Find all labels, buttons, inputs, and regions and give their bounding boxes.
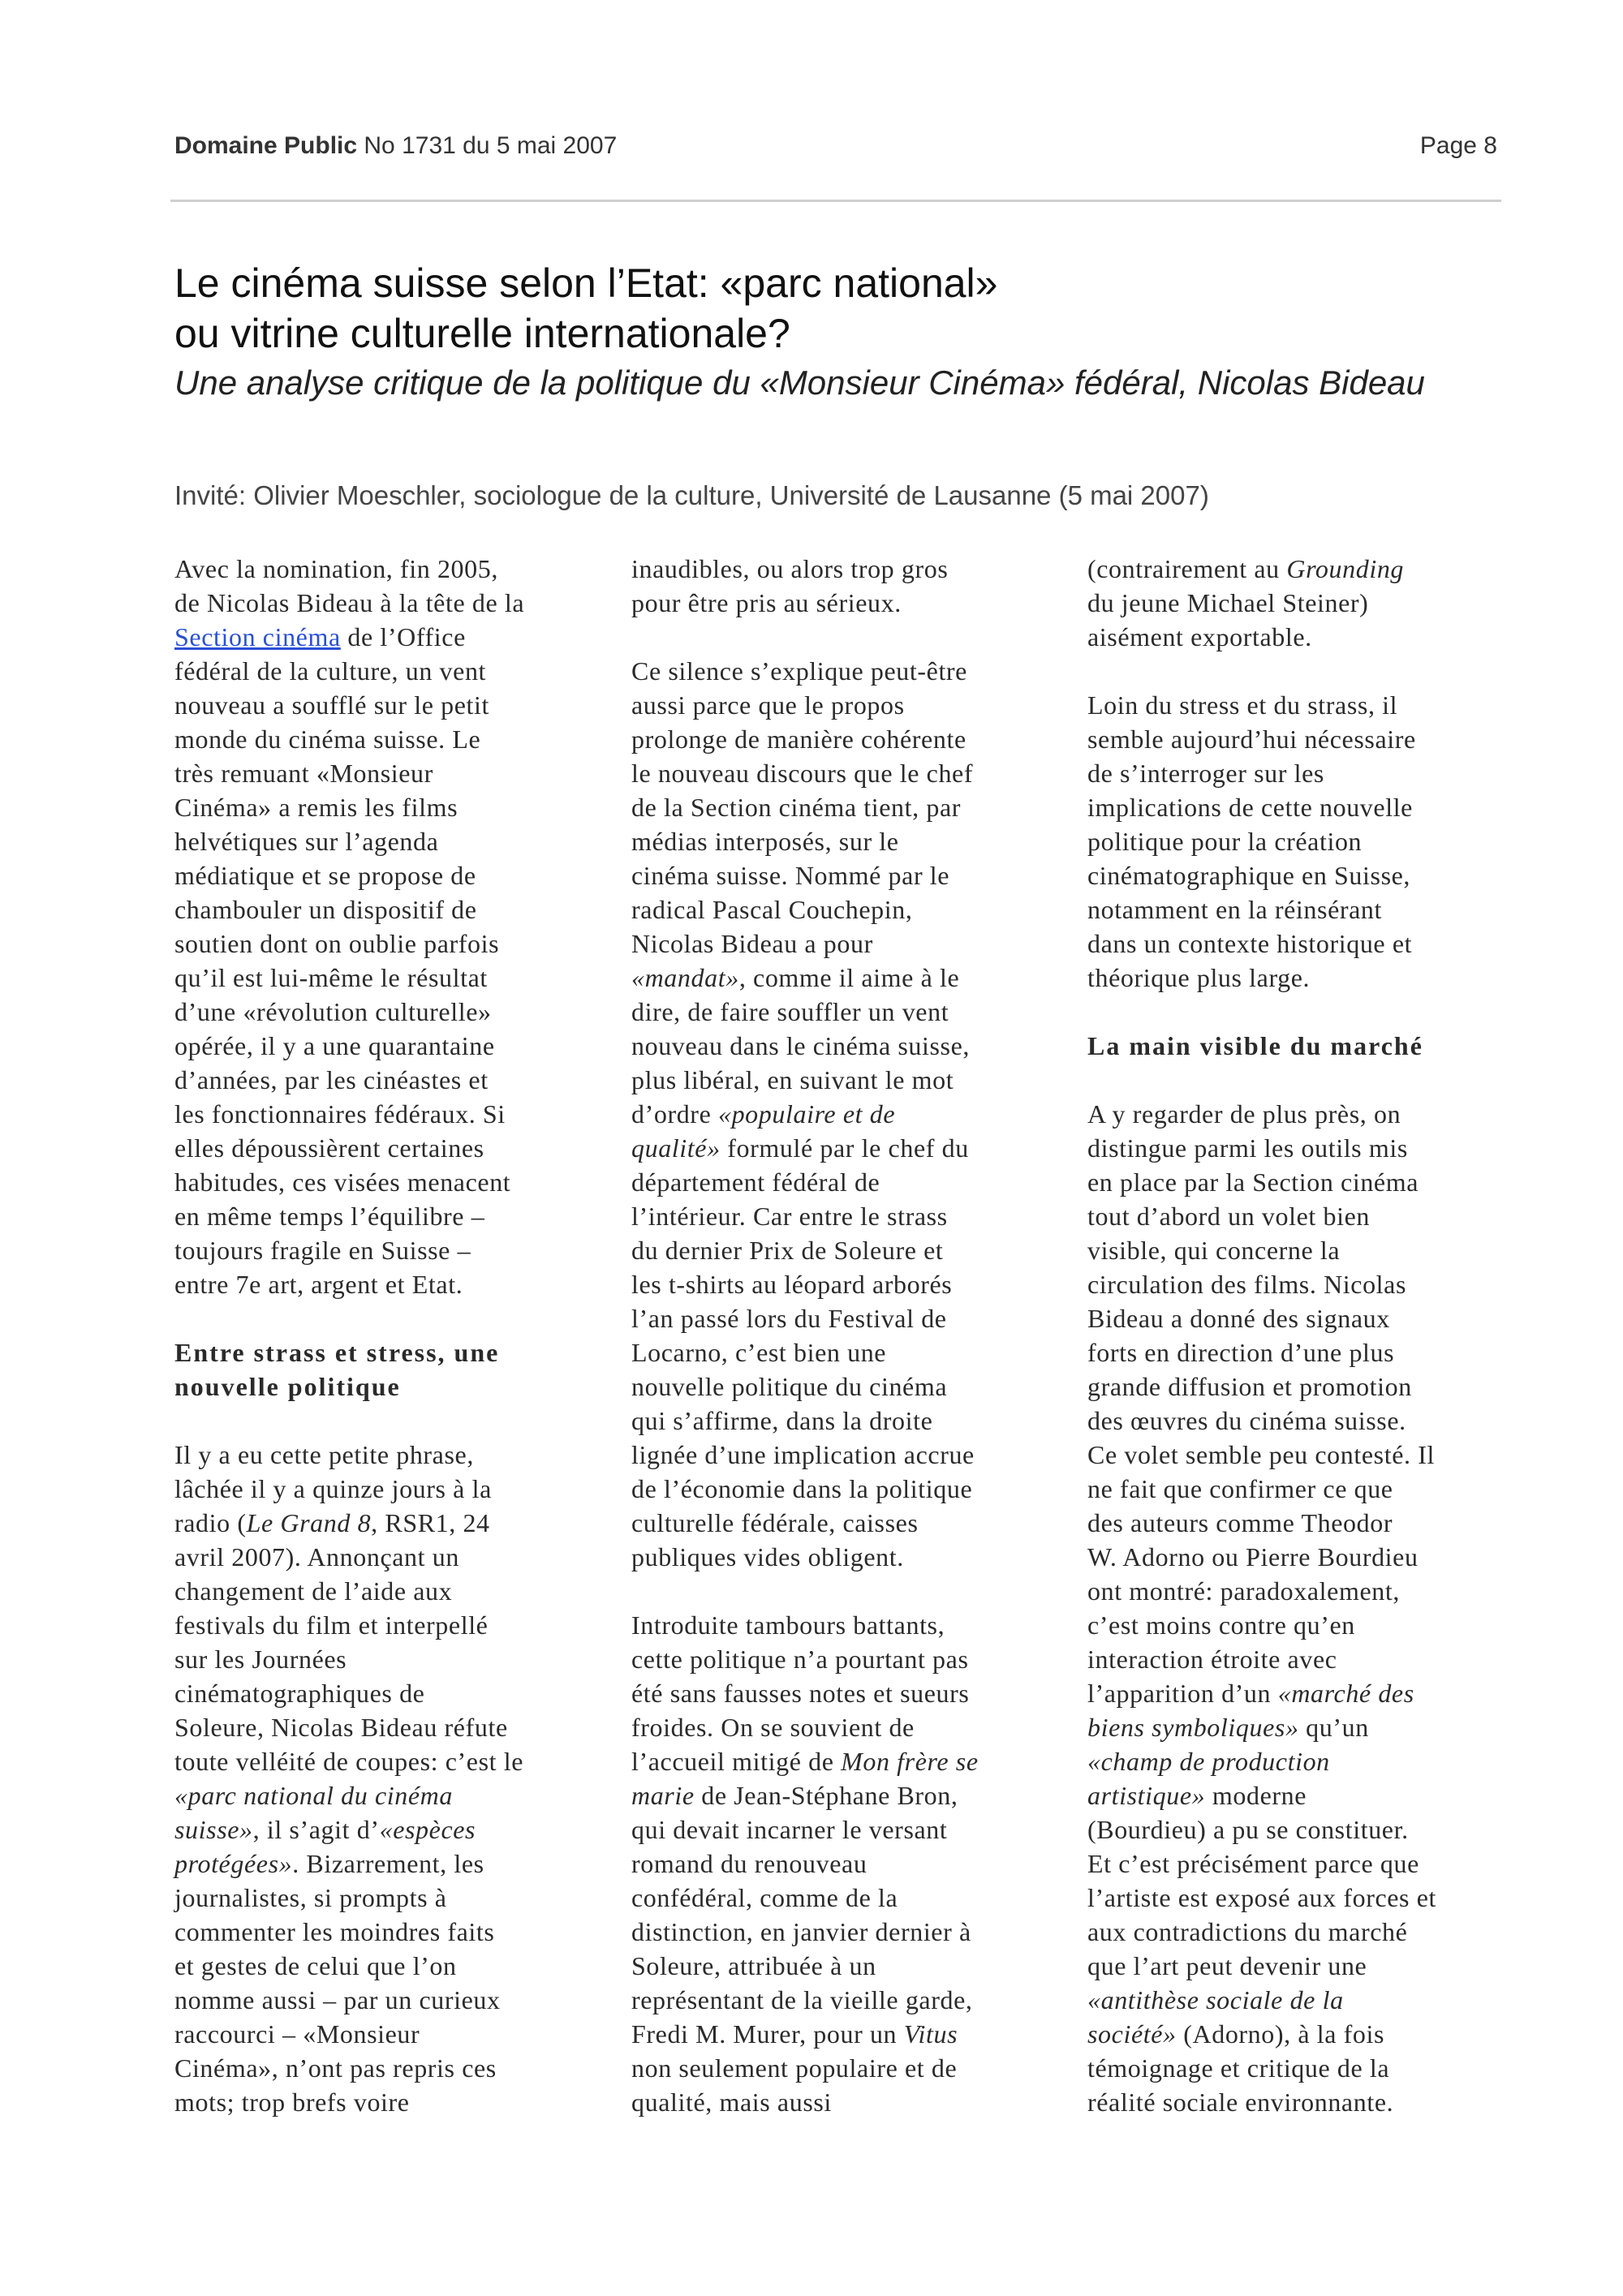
italic-fragment: protégées» [174,1849,293,1878]
text-line: et gestes de celui que l’on [174,1951,457,1980]
italic-fragment: «populaire et de [717,1099,896,1129]
text-line: dans un contexte historique et [1087,929,1413,958]
text-line: témoignage et critique de la [1087,2053,1390,2083]
text-line: qualité, mais aussi [631,2087,832,2117]
text-line: très remuant «Monsieur [174,759,433,788]
text-line: qui devait incarner le versant [631,1815,948,1844]
text-fragment: formulé par le chef du [720,1133,969,1163]
paragraph [1087,1097,1518,2119]
text-line: helvétiques sur l’agenda [174,827,439,856]
text-line: aux contradictions du marché [1087,1917,1408,1946]
text-line: culturelle fédérale, caisses [631,1508,919,1537]
text-line: aisément exportable. [1087,622,1312,651]
text-line: ne fait que confirmer ce que [1087,1474,1393,1503]
article-column-3 [1087,552,1518,2119]
text-line: Ce silence s’explique peut-être [631,656,967,686]
text-line: du dernier Prix de Soleure et [631,1236,944,1265]
text-line: Avec la nomination, fin 2005, [174,554,498,583]
text-line: théorique plus large. [1087,963,1311,992]
text-line [1087,2017,1518,2051]
text-line: chambouler un dispositif de [174,895,477,924]
text-line: grande diffusion et promotion [1087,1372,1412,1401]
text-line: «parc national du cinéma [174,1781,453,1810]
text-line: semble aujourd’hui nécessaire [1087,724,1416,754]
text-line: Bideau a donné des signaux [1087,1304,1390,1333]
text-line: Nicolas Bideau a pour [631,929,873,958]
paragraph [1087,688,1518,995]
italic-fragment: «espèces [379,1815,476,1844]
text-line: Loin du stress et du strass, il [1087,690,1398,720]
text-line: lâchée il y a quinze jours à la [174,1474,492,1503]
italic-fragment: biens symboliques» [1087,1713,1299,1742]
text-line: «antithèse sociale de la [1087,1985,1344,2014]
text-line: implications de cette nouvelle [1087,793,1413,822]
text-line: interaction étroite avec [1087,1645,1337,1674]
text-line: des œuvres du cinéma suisse. [1087,1406,1406,1435]
text-fragment: , comme il aime à le [738,963,960,992]
paragraph [631,654,1053,1574]
text-line: «champ de production [1087,1747,1330,1776]
text-line [1087,1778,1518,1812]
text-fragment: radio ( [174,1508,247,1537]
text-line: Cinéma», n’ont pas repris ces [174,2053,497,2083]
text-line: Ce volet semble peu contesté. Il [1087,1440,1435,1469]
italic-fragment: suisse» [174,1815,253,1844]
text-line: Introduite tambours battants, [631,1610,945,1640]
text-line [1087,1710,1518,1744]
paragraph [1087,552,1518,654]
text-line: prolonge de manière cohérente [631,724,966,754]
text-line: entre 7e art, argent et Etat. [174,1270,463,1299]
text-line: avril 2007). Annonçant un [174,1542,459,1572]
italic-fragment: marie [631,1781,695,1810]
text-line: Soleure, attribuée à un [631,1951,876,1980]
text-fragment: qu’un [1298,1713,1369,1742]
text-line: représentant de la vieille garde, [631,1985,973,2014]
text-line: du jeune Michael Steiner) [1087,588,1369,617]
text-line: habitudes, ces visées menacent [174,1167,511,1197]
text-fragment: , RSR1, 24 [371,1508,490,1537]
text-fragment: . Bizarrement, les [292,1849,484,1878]
text-line: aussi parce que le propos [631,690,905,720]
text-line: politique pour la création [1087,827,1363,856]
italic-fragment: artistique» [1087,1781,1206,1810]
text-line: département fédéral de [631,1167,880,1197]
text-line: A y regarder de plus près, on [1087,1099,1401,1129]
text-line: d’années, par les cinéastes et [174,1065,489,1094]
text-line: de s’interroger sur les [1087,759,1324,788]
text-line [174,1812,596,1847]
text-line: Entre strass et stress, une [174,1338,500,1367]
text-line: inaudibles, ou alors trop gros [631,554,949,583]
publication-name: Domaine Public [174,132,358,159]
text-line: distinction, en janvier dernier à [631,1917,971,1946]
text-line: opérée, il y a une quarantaine [174,1031,495,1060]
article-byline: Invité: Olivier Moeschler, sociologue de la culture, Université de Lausanne (5 mai 2007) [174,480,1209,510]
text-line [174,1506,596,1540]
text-line: médias interposés, sur le [631,827,899,856]
text-line: soutien dont on oublie parfois [174,929,500,958]
text-line: nomme aussi – par un curieux [174,1985,501,2014]
text-line: lignée d’une implication accrue [631,1440,975,1469]
text-line: forts en direction d’une plus [1087,1338,1395,1367]
text-line [631,1744,1053,1778]
text-line: confédéral, comme de la [631,1883,898,1912]
paragraph [631,552,1053,620]
text-line: réalité sociale environnante. [1087,2087,1394,2117]
article-subtitle: Une analyse critique de la politique du «Monsieur Cinéma» fédéral, Nicolas Bideau [174,363,1425,402]
text-line: froides. On se souvient de [631,1713,915,1742]
text-line: changement de l’aide aux [174,1576,453,1606]
page-header [174,132,1497,173]
text-line: nouveau dans le cinéma suisse, [631,1031,970,1060]
text-line: radical Pascal Couchepin, [631,895,913,924]
paragraph [174,552,596,1301]
text-fragment: Fredi M. Murer, pour un [631,2019,904,2049]
text-line: l’an passé lors du Festival de [631,1304,947,1333]
text-line: toujours fragile en Suisse – [174,1236,471,1265]
text-line: qui s’affirme, dans la droite [631,1406,933,1435]
text-line: cette politique n’a pourtant pas [631,1645,969,1674]
text-fragment: de Jean-Stéphane Bron, [694,1781,958,1810]
section-cinema-link[interactable]: Section cinéma [174,622,341,651]
italic-fragment: «marché des [1277,1679,1414,1708]
text-line: publiques vides obligent. [631,1542,904,1572]
text-line: cinématographiques de [174,1679,425,1708]
text-line: cinématographique en Suisse, [1087,861,1411,890]
text-line: cinéma suisse. Nommé par le [631,861,950,890]
paragraph [174,1438,596,2119]
article-title [174,258,1473,359]
text-line: été sans fausses notes et sueurs [631,1679,970,1708]
text-line: journalistes, si prompts à [174,1883,447,1912]
text-line: non seulement populaire et de [631,2053,958,2083]
text-line: Locarno, c’est bien une [631,1338,887,1367]
text-line: pour être pris au sérieux. [631,588,902,617]
italic-fragment: Grounding [1286,554,1405,583]
italic-fragment: «mandat» [631,963,739,992]
text-line: toute velléité de coupes: c’est le [174,1747,524,1776]
text-line: en place par la Section cinéma [1087,1167,1419,1197]
italic-fragment: société» [1087,2019,1177,2049]
text-line: monde du cinéma suisse. Le [174,724,481,754]
text-line: nouvelle politique du cinéma [631,1372,948,1401]
text-line: raccourci – «Monsieur [174,2019,420,2049]
text-line: médiatique et se propose de [174,861,476,890]
text-line: c’est moins contre qu’en [1087,1610,1355,1640]
text-line [1087,552,1518,586]
text-line: Cinéma» a remis les films [174,793,458,822]
text-line: qu’il est lui-même le résultat [174,963,488,992]
italic-fragment: Mon frère se [841,1747,979,1776]
text-line: Soleure, Nicolas Bideau réfute [174,1713,508,1742]
text-line: sur les Journées [174,1645,347,1674]
text-line [631,1778,1053,1812]
text-line: circulation des films. Nicolas [1087,1270,1407,1299]
text-fragment: l’accueil mitigé de [631,1747,842,1776]
italic-fragment: qualité» [631,1133,721,1163]
title-line: Le cinéma suisse selon l’Etat: «parc national» [174,260,998,306]
text-line: de Nicolas Bideau à la tête de la [174,588,525,617]
text-line: mots; trop brefs voire [174,2087,410,2117]
text-line: nouveau a soufflé sur le petit [174,690,489,720]
text-line: l’intérieur. Car entre le strass [631,1202,948,1231]
text-line: nouvelle politique [174,1372,401,1401]
text-line: plus libéral, en suivant le mot [631,1065,954,1094]
text-line [1087,1676,1518,1710]
text-fragment: (contrairement au [1087,554,1287,583]
text-line: que l’art peut devenir une [1087,1951,1367,1980]
title-line: ou vitrine culturelle internationale? [174,311,790,356]
text-line: distingue parmi les outils mis [1087,1133,1408,1163]
header-divider [170,200,1501,202]
text-fragment: d’ordre [631,1099,718,1129]
text-line: ont montré: paradoxalement, [1087,1576,1400,1606]
page-number: Page 8 [1419,132,1497,159]
text-line: fédéral de la culture, un vent [174,656,487,686]
text-fragment: moderne [1205,1781,1307,1810]
paragraph [631,1608,1053,2119]
issue-info: No 1731 du 5 mai 2007 [364,132,618,159]
text-line: en même temps l’équilibre – [174,1202,485,1231]
text-line: tout d’abord un volet bien [1087,1202,1370,1231]
text-line: Il y a eu cette petite phrase, [174,1440,474,1469]
text-fragment: (Adorno), à la fois [1176,2019,1385,2049]
text-line: (Bourdieu) a pu se constituer. [1087,1815,1409,1844]
text-line: des auteurs comme Theodor [1087,1508,1393,1537]
text-fragment: l’apparition d’un [1087,1679,1278,1708]
text-line: d’une «révolution culturelle» [174,997,492,1026]
text-line [174,1847,596,1881]
text-line: de l’économie dans la politique [631,1474,973,1503]
text-line: Et c’est précisément parce que [1087,1849,1419,1878]
text-line: l’artiste est exposé aux forces et [1087,1883,1437,1912]
italic-fragment: Le Grand 8 [246,1508,372,1537]
article-column-2 [631,552,1053,2119]
text-fragment: , il s’agit d’ [252,1815,380,1844]
section-heading: La main visible du marché [1087,1031,1423,1060]
text-line: notamment en la réinsérant [1087,895,1383,924]
italic-fragment: Vitus [903,2019,958,2049]
text-line: commenter les moindres faits [174,1917,495,1946]
text-line: dire, de faire souffler un vent [631,997,949,1026]
text-line: les t-shirts au léopard arborés [631,1270,953,1299]
text-line [631,1097,1053,1131]
text-line: visible, qui concerne la [1087,1236,1341,1265]
text-line [631,1131,1053,1165]
text-line: elles dépoussièrent certaines [174,1133,484,1163]
text-line: le nouveau discours que le chef [631,759,974,788]
text-line [631,2017,1053,2051]
text-line: les fonctionnaires fédéraux. Si [174,1099,506,1129]
text-line [174,620,596,654]
text-line: de la Section cinéma tient, par [631,793,962,822]
text-line: romand du renouveau [631,1849,867,1878]
section-heading [174,1335,596,1404]
text-line [631,961,1053,995]
text-line: festivals du film et interpellé [174,1610,489,1640]
article-column-1 [174,552,596,2119]
text-fragment: de l’Office [340,622,466,651]
text-line: W. Adorno ou Pierre Bourdieu [1087,1542,1419,1572]
